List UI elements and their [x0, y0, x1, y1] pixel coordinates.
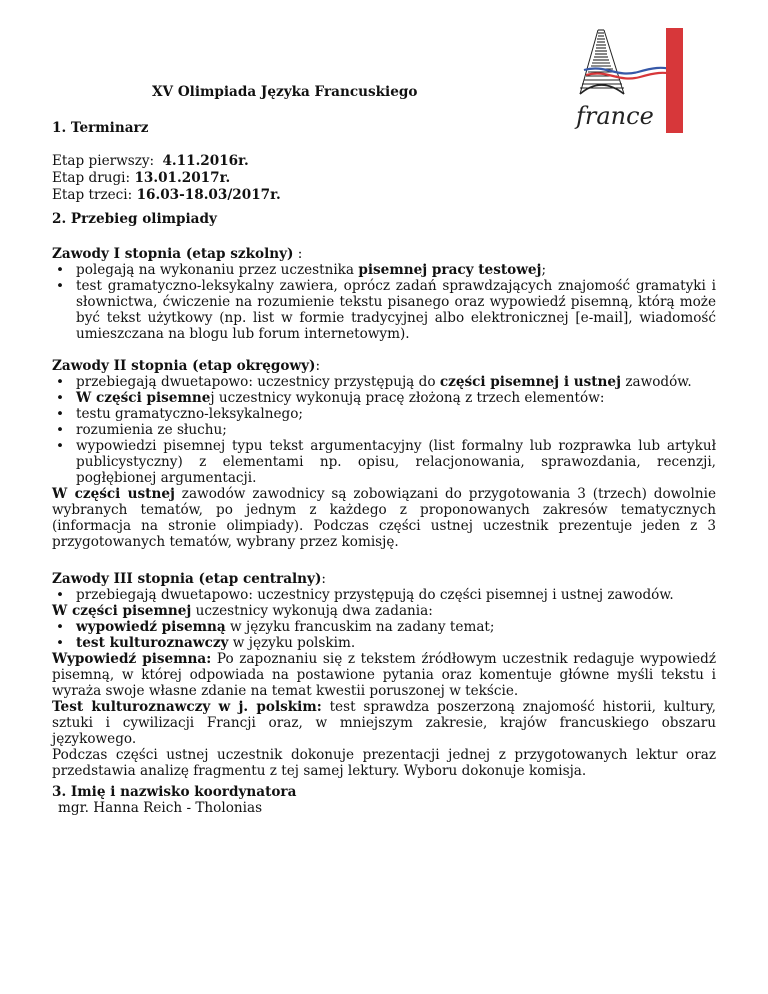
date-value: 4.11.2016r. [162, 153, 249, 169]
list-text: j uczestnicy wykonują pracę złożoną z trzech elementów: [210, 390, 605, 406]
stage3-heading: Zawody III stopnia (etap centralny) [52, 571, 322, 587]
stage2-block [52, 358, 716, 550]
stage1-block [52, 246, 716, 342]
date-value: 13.01.2017r. [134, 170, 231, 186]
list-bold-text: test kulturoznawczy [76, 635, 229, 651]
written-bold: W części pisemnej [52, 603, 192, 619]
red-flag-stripe [666, 28, 683, 133]
list-text: przebiegają dwuetapowo: uczestnicy przystępują do [76, 374, 440, 390]
date-label: Etap drugi: [52, 170, 131, 186]
list-item: • przebiegają dwuetapowo: uczestnicy przystępują do części pisemnej i ustnej zawodów. [52, 587, 716, 603]
oral-text: zawodów zawodnicy są zobowiązani do przygotowania 3 (trzech) dowolnie wybranych tematów, po jednym z każdego z proponowanych zakresów tematycznych (informacja na stronie olimpiady). Podczas części ustnej uczestnik prezentuje jeden z 3 przygotowanych tematów, wybrany przez komisję. [52, 486, 716, 550]
list-bold-text: wypowiedź pisemną [76, 619, 226, 635]
list-item: • wypowiedzi pisemnej typu tekst argumentacyjny (list formalny lub rozprawka lub artykuł publicystyczny) z elementami np. opisu, relacjonowania, sprawozdania, recenzji, pogłębionej argumentacji. [52, 438, 716, 486]
list-text: ; [541, 262, 547, 278]
logo-text: france [576, 102, 654, 130]
list-bold-text: pisemnej pracy testowej [358, 262, 542, 278]
list-bold-text: części pisemnej i ustnej [439, 374, 622, 390]
list-text: zawodów. [621, 374, 692, 390]
date-value: 16.03-18.03/2017r. [136, 187, 281, 203]
stage1-heading-suffix: : [293, 246, 303, 262]
date-row-2 [52, 170, 230, 186]
stage2-heading: Zawody II stopnia (etap okręgowy) [52, 358, 316, 374]
stage1-heading: Zawody I stopnia (etap szkolny) [52, 246, 294, 262]
date-label: Etap pierwszy: [52, 153, 155, 169]
list-bold-text: W części pisemne [76, 390, 211, 406]
essay-text: Po zapoznaniu się z tekstem źródłowym uczestnik redaguje wypowiedź pisemną, w której odpowiada na postawione pytania oraz komentuje główne myśli tekstu i wyraża swoje własne zdanie na temat kwestii poruszonej w tekście. [52, 651, 716, 699]
list-item: • testu gramatyczno-leksykalnego; [52, 406, 716, 422]
list-item [52, 619, 716, 635]
stage3-block [52, 571, 716, 779]
section-przebieg-heading: 2. Przebieg olimpiady [52, 211, 217, 227]
list-text: w języku francuskim na zadany temat; [225, 619, 495, 635]
list-item: • rozumienia ze słuchu; [52, 422, 716, 438]
section-koordynator-heading: 3. Imię i nazwisko koordynatora [52, 784, 297, 800]
oral-paragraph: Podczas części ustnej uczestnik dokonuje prezentacji jednej z przygotowanych lektur oraz przedstawia analizę fragmentu z tej samej lektury. Wyboru dokonuje komisja. [52, 747, 716, 779]
page-title: XV Olimpiada Języka Francuskiego [152, 84, 418, 100]
coordinator-name: mgr. Hanna Reich - Tholonias [58, 800, 263, 816]
test-bold: Test kulturoznawczy w j. polskim: [52, 699, 322, 715]
essay-paragraph [52, 651, 716, 699]
stage2-heading-suffix: : [315, 358, 321, 374]
list-item: • test gramatyczno-leksykalny zawiera, oprócz zadań sprawdzających znajomość gramatyki i słownictwa, ćwiczenie na rozumienie tekstu pisanego oraz wypowiedź pisemną, którą może być tekst użytkowy (np. list w formie tradycyjnej albo elektronicznej [e-mail], wiadomość umieszczana na blogu lub forum internetowym). [52, 278, 716, 342]
list-text: polegają na wykonaniu przez uczestnika [76, 262, 359, 278]
list-item [52, 390, 716, 406]
date-row-1 [52, 153, 249, 169]
list-item [52, 374, 716, 390]
section-terminarz-heading: 1. Terminarz [52, 120, 149, 136]
test-text: test sprawdza poszerzoną znajomość historii, kultury, sztuki i cywilizacji Francji oraz, w mniejszym zakresie, krajów francuskiego obszaru językowego. [52, 699, 716, 747]
oral-bold: W części ustnej [52, 486, 175, 502]
list-item [52, 635, 716, 651]
written-text: uczestnicy wykonują dwa zadania: [191, 603, 433, 619]
date-label: Etap trzeci: [52, 187, 133, 203]
stage2-oral-paragraph [52, 486, 716, 550]
date-row-3 [52, 187, 281, 203]
stage3-heading-suffix: : [321, 571, 326, 587]
list-text: w języku polskim. [228, 635, 356, 651]
essay-bold: Wypowiedź pisemna: [52, 651, 212, 667]
test-paragraph [52, 699, 716, 747]
list-item [52, 262, 716, 278]
